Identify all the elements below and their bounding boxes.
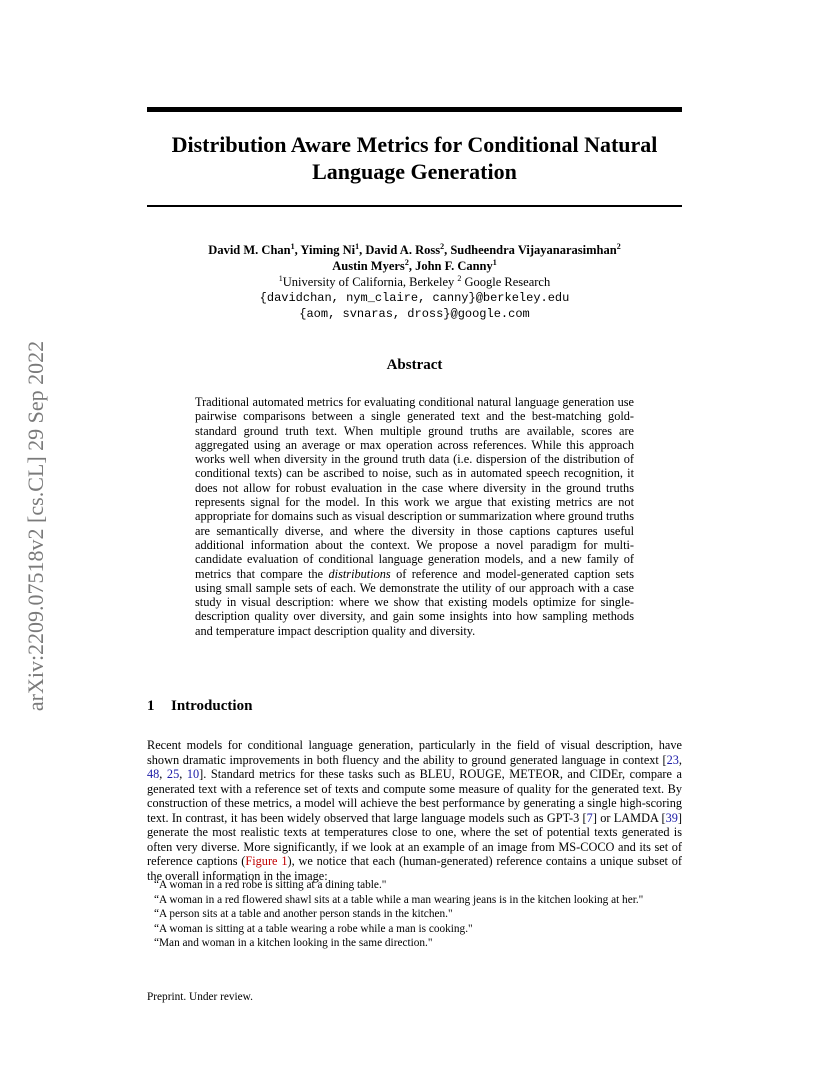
title-bottom-rule bbox=[147, 205, 682, 207]
abstract-emphasis: distributions bbox=[328, 566, 391, 581]
affiliation-1: University of California, Berkeley bbox=[282, 275, 455, 289]
intro-text: ]. Standard metrics for these tasks such as BLEU, ROUGE, METEOR, and CIDEr, compare a generated text with a reference set of texts and compute some measure of quality for the generated text. By construction of these metrics, a model will achieve the best performance by generating a single high-scoring text. In contrast, it has been widely observed that large language models such as GPT-3 [ bbox=[147, 767, 682, 825]
section-title: Introduction bbox=[171, 698, 253, 714]
reference-captions-list bbox=[154, 878, 684, 951]
caption-quote: “A woman in a red robe is sitting at a dining table." bbox=[154, 879, 387, 891]
author-affil-sup: 1 bbox=[290, 241, 295, 251]
author-name: Yiming Ni bbox=[300, 243, 356, 257]
citation-separator: , bbox=[179, 767, 187, 781]
paper-title bbox=[147, 131, 682, 185]
intro-paragraph bbox=[147, 738, 682, 883]
author-affil-sup: 1 bbox=[492, 257, 497, 267]
affil-sup: 2 bbox=[457, 273, 462, 283]
author-affil-sup: 1 bbox=[355, 241, 360, 251]
abstract-heading: Abstract bbox=[386, 357, 443, 373]
caption-quote: “A woman is sitting at a table wearing a robe while a man is cooking." bbox=[154, 922, 473, 935]
author-name: Sudheendra Vijayanarasimhan bbox=[450, 243, 617, 257]
footer-note: Preprint. Under review. bbox=[147, 991, 253, 1003]
citation-link[interactable]: 7 bbox=[586, 810, 593, 825]
abstract-body bbox=[195, 395, 634, 638]
section-heading-introduction bbox=[147, 698, 252, 715]
citation-link[interactable]: 23 bbox=[666, 752, 679, 767]
author-affil-sup: 2 bbox=[616, 241, 621, 251]
caption-quote: “A person sits at a table and another person stands in the kitchen." bbox=[154, 908, 453, 920]
abstract-text-1: Traditional automated metrics for evaluating conditional natural language generation use pairwise comparisons between a single generated text and the best-matching gold-standard ground truth text. When multiple ground truths are available, scores are aggregated using an average or max operation across references. While this approach works well when diversity in the ground truth data (i.e. dispersion of the distribution of conditional texts) can be ascribed to noise, such as in automated speech recognition, it does not allow for robust evaluation in the case where diversity in the ground truths represents signal for the model. In this work we argue that existing metrics are not appropriate for domains such as visual description or summarization where ground truths are semantically diverse, and where the diversity in those captions captures useful additional information about the context. We propose a novel paradigm for multi-candidate evaluation of conditional language generation models, and a new family of metrics that compare the bbox=[195, 395, 634, 581]
affiliations bbox=[147, 274, 682, 290]
intro-text: Recent models for conditional language generation, particularly in the field of visual description, have shown dramatic improvements in both fluency and the ability to ground generated language in context [ bbox=[147, 738, 682, 767]
affil-sup: 1 bbox=[278, 273, 283, 283]
citation-link[interactable]: 48 bbox=[147, 767, 160, 781]
author-name: Austin Myers bbox=[332, 259, 405, 273]
caption-quote: “A woman in a red flowered shawl sits at a table while a man wearing jeans is in the kitchen looking at her." bbox=[154, 893, 644, 906]
affiliation-2: Google Research bbox=[464, 275, 551, 289]
intro-text: ] generate the most realistic texts at temperatures close to one, where the set of potential texts generated is often very diverse. More significantly, if we look at an example of an image from MS-COCO and its set of reference captions ( bbox=[147, 810, 682, 868]
title-line-2: Language Generation bbox=[312, 159, 517, 184]
figure-reference-link[interactable]: Figure 1 bbox=[245, 854, 288, 868]
section-number: 1 bbox=[147, 698, 155, 714]
author-line-1: David M. Chan$^1$, Yiming Ni$^1$, David A. Ross$^2$, Sudheendra Vijayanarasimhan$^2$ bbox=[208, 241, 621, 257]
author-name: David A. Ross bbox=[365, 243, 441, 257]
citation-separator: , bbox=[678, 752, 682, 767]
intro-text: ), we notice that each (human-generated) reference contains a unique subset of the overall information in the image: bbox=[147, 854, 682, 883]
author-name: John F. Canny bbox=[415, 259, 493, 273]
arxiv-stamp bbox=[23, 292, 48, 760]
citation-separator: , bbox=[159, 767, 167, 781]
email-line-2: {aom, svnaras, dross}@google.com bbox=[299, 307, 530, 321]
citation-link[interactable]: 25 bbox=[166, 767, 180, 781]
email-line-1: {davidchan, nym_claire, canny}@berkeley.edu bbox=[259, 291, 570, 305]
citation-link[interactable]: 10 bbox=[186, 767, 200, 781]
arxiv-stamp-text: arXiv:2209.07518v2 [cs.CL] 29 Sep 2022 bbox=[23, 340, 48, 712]
caption-quote: “Man and woman in a kitchen looking in the same direction." bbox=[154, 937, 433, 949]
abstract-text-2: of reference and model-generated caption sets using small sample sets of each. We demonstrate the utility of our approach with a case study in visual description: where we show that existing models optimize for single-description quality over diversity, and gain some insights into how sampling methods and temperature impact description quality and diversity. bbox=[195, 566, 635, 638]
author-line-2: Austin Myers$^2$, John F. Canny$^1$ bbox=[332, 257, 497, 273]
author-affil-sup: 2 bbox=[440, 241, 445, 251]
author-affil-sup: 2 bbox=[404, 257, 409, 267]
author-block bbox=[147, 242, 682, 322]
intro-text: ] or LAMDA [ bbox=[592, 810, 666, 825]
title-line-1: Distribution Aware Metrics for Conditional Natural bbox=[171, 132, 658, 157]
author-name: David M. Chan bbox=[208, 243, 291, 257]
title-top-rule bbox=[147, 107, 682, 112]
citation-link[interactable]: 39 bbox=[665, 810, 678, 825]
